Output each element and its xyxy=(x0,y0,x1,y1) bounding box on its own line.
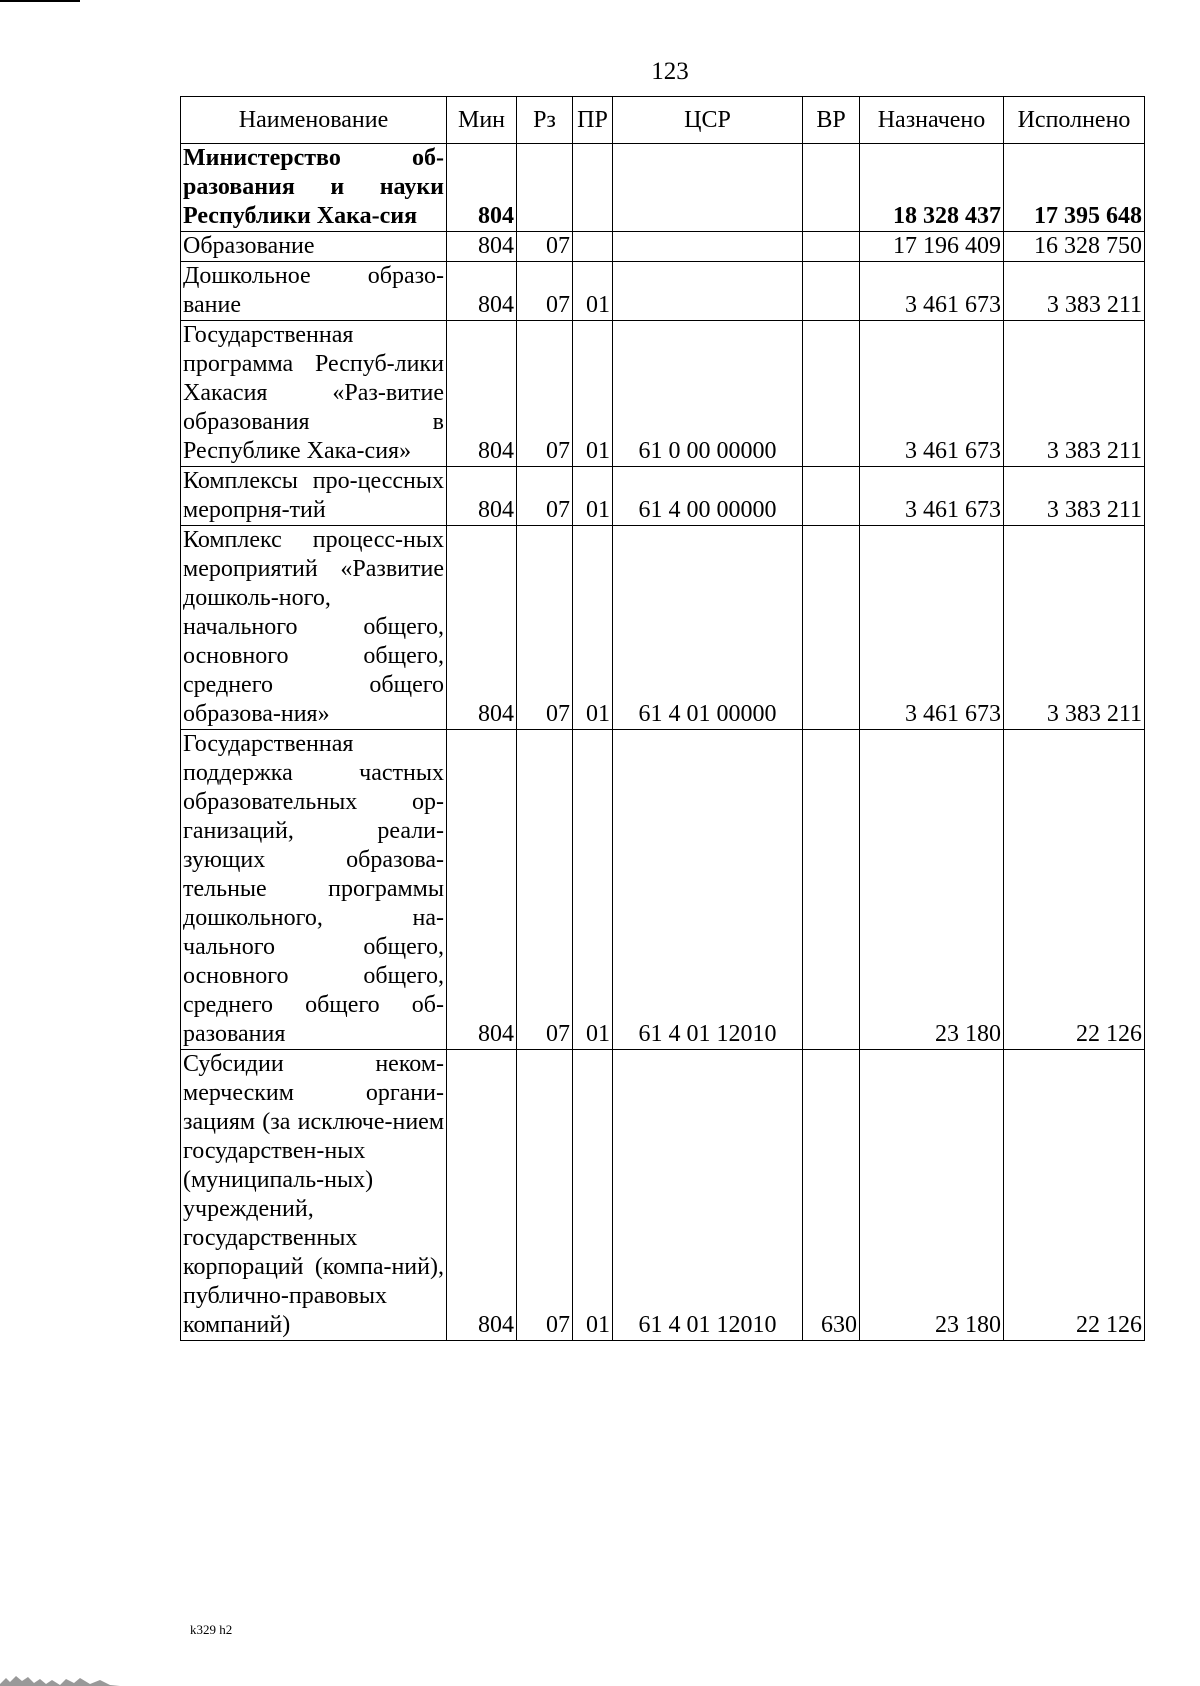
cell-assigned: 17 196 409 xyxy=(860,232,1004,262)
table-row xyxy=(181,232,1145,262)
table-row xyxy=(181,526,1145,730)
cell-executed: 3 383 211 xyxy=(1004,467,1145,526)
cell-assigned: 23 180 xyxy=(860,1050,1004,1341)
cell-assigned: 3 461 673 xyxy=(860,467,1004,526)
header-assigned: Назначено xyxy=(860,97,1004,144)
cell-pr: 01 xyxy=(573,262,613,321)
header-pr: ПР xyxy=(573,97,613,144)
cell-executed: 16 328 750 xyxy=(1004,232,1145,262)
table-body xyxy=(181,144,1145,1341)
table-row xyxy=(181,467,1145,526)
cell-pr: 01 xyxy=(573,467,613,526)
header-rz: Рз xyxy=(517,97,573,144)
cell-rz xyxy=(517,144,573,232)
cell-csr: 61 4 00 00000 xyxy=(613,467,803,526)
cell-min: 804 xyxy=(447,730,517,1050)
cell-vr xyxy=(803,526,860,730)
cell-pr: 01 xyxy=(573,526,613,730)
cell-pr: 01 xyxy=(573,730,613,1050)
cell-executed: 22 126 xyxy=(1004,730,1145,1050)
cell-name: Образование xyxy=(181,232,447,262)
cell-name: Министерство об-разования и науки Республики Хака-сия xyxy=(181,144,447,232)
header-vr: ВР xyxy=(803,97,860,144)
cell-name: Государственная программа Респуб-лики Хакасия «Раз-витие образования в Республике Хака-сия» xyxy=(181,321,447,467)
cell-executed: 17 395 648 xyxy=(1004,144,1145,232)
cell-pr: 01 xyxy=(573,1050,613,1341)
cell-rz: 07 xyxy=(517,730,573,1050)
cell-min: 804 xyxy=(447,232,517,262)
cell-min: 804 xyxy=(447,262,517,321)
cell-vr xyxy=(803,232,860,262)
table-row xyxy=(181,262,1145,321)
cell-executed: 3 383 211 xyxy=(1004,262,1145,321)
cell-min: 804 xyxy=(447,1050,517,1341)
cell-min: 804 xyxy=(447,526,517,730)
cell-csr xyxy=(613,232,803,262)
cell-executed: 22 126 xyxy=(1004,1050,1145,1341)
cell-name: Комплексы про-цессных меропрня-тий xyxy=(181,467,447,526)
table-row xyxy=(181,730,1145,1050)
cell-pr: 01 xyxy=(573,321,613,467)
cell-vr xyxy=(803,262,860,321)
table-row xyxy=(181,144,1145,232)
table-row xyxy=(181,1050,1145,1341)
header-csr: ЦСР xyxy=(613,97,803,144)
header-executed: Исполнено xyxy=(1004,97,1145,144)
scan-corner-mark xyxy=(0,0,80,2)
cell-assigned: 3 461 673 xyxy=(860,262,1004,321)
header-name: Наименование xyxy=(181,97,447,144)
cell-assigned: 18 328 437 xyxy=(860,144,1004,232)
cell-vr xyxy=(803,730,860,1050)
header-min: Мин xyxy=(447,97,517,144)
cell-vr xyxy=(803,467,860,526)
cell-assigned: 23 180 xyxy=(860,730,1004,1050)
budget-table xyxy=(180,96,1145,1341)
table-row xyxy=(181,321,1145,467)
cell-pr xyxy=(573,144,613,232)
cell-csr xyxy=(613,144,803,232)
cell-min: 804 xyxy=(447,321,517,467)
cell-name: Комплекс процесс-ных мероприятий «Развитие дошколь-ного, начального общего, основного общего, среднего общего образова-ния» xyxy=(181,526,447,730)
scan-noise xyxy=(0,1666,120,1686)
table-header xyxy=(181,97,1145,144)
cell-rz: 07 xyxy=(517,467,573,526)
footer-code: k329 h2 xyxy=(190,1622,233,1637)
cell-rz: 07 xyxy=(517,262,573,321)
cell-vr xyxy=(803,321,860,467)
cell-vr: 630 xyxy=(803,1050,860,1341)
cell-csr: 61 4 01 12010 xyxy=(613,730,803,1050)
cell-executed: 3 383 211 xyxy=(1004,526,1145,730)
cell-csr: 61 4 01 00000 xyxy=(613,526,803,730)
cell-rz: 07 xyxy=(517,232,573,262)
cell-executed: 3 383 211 xyxy=(1004,321,1145,467)
cell-rz: 07 xyxy=(517,321,573,467)
cell-min: 804 xyxy=(447,144,517,232)
cell-name: Дошкольное образо-вание xyxy=(181,262,447,321)
cell-name: Субсидии неком-мерческим органи-зациям (за исключе-нием государствен-ных (муниципаль-ных) учреждений, государственных корпораций (компа-ний), публично-правовых компаний) xyxy=(181,1050,447,1341)
cell-csr xyxy=(613,262,803,321)
cell-csr: 61 4 01 12010 xyxy=(613,1050,803,1341)
cell-pr xyxy=(573,232,613,262)
cell-rz: 07 xyxy=(517,526,573,730)
cell-rz: 07 xyxy=(517,1050,573,1341)
cell-vr xyxy=(803,144,860,232)
header-row xyxy=(181,97,1145,144)
cell-assigned: 3 461 673 xyxy=(860,526,1004,730)
cell-csr: 61 0 00 00000 xyxy=(613,321,803,467)
cell-min: 804 xyxy=(447,467,517,526)
page-number: 123 xyxy=(651,58,689,85)
cell-name: Государственная поддержка частных образовательных ор-ганизаций, реали-зующих образова-тельные программы дошкольного, на-чального общего, основного общего, среднего общего об-разования xyxy=(181,730,447,1050)
cell-assigned: 3 461 673 xyxy=(860,321,1004,467)
